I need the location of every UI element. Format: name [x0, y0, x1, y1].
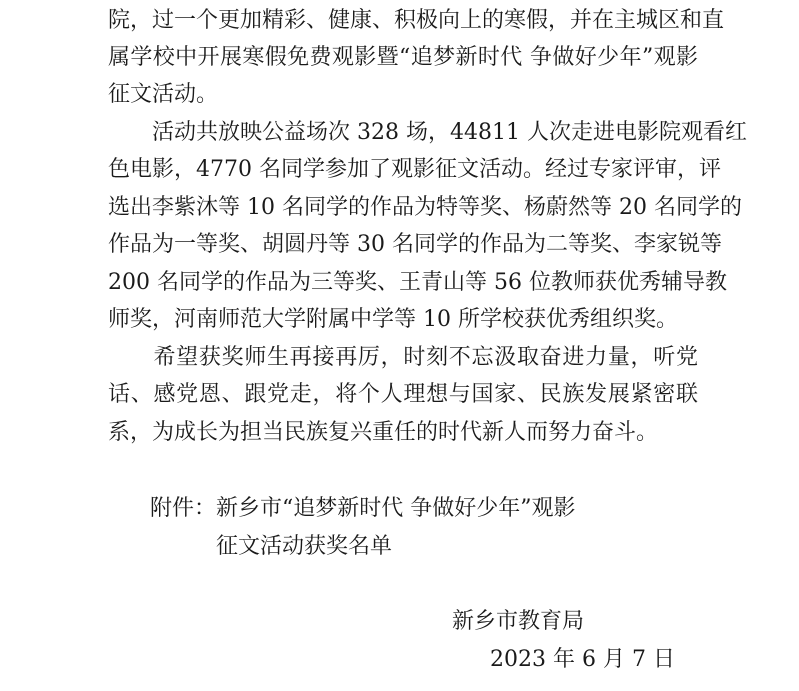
body-line: 院，过一个更加精彩、健康、积极向上的寒假，并在主城区和直 [108, 8, 725, 33]
body-line: 属学校中开展寒假免费观影暨“追梦新时代 争做好少年”观影 [108, 45, 698, 70]
attachment-line-2: 征文活动获奖名单 [216, 534, 393, 559]
body-line: 色电影，4770 名同学参加了观影征文活动。经过专家评审，评 [108, 157, 721, 182]
signature-org: 新乡市教育局 [452, 609, 585, 634]
body-line: 选出李紫沐等 10 名同学的作品为特等奖、杨蔚然等 20 名同学的 [108, 195, 742, 220]
body-line: 话、感党恩、跟党走，将个人理想与国家、民族发展紧密联 [108, 382, 698, 407]
body-line: 作品为一等奖、胡圆丹等 30 名同学的作品为二等奖、李家锐等 [108, 232, 722, 257]
body-line: 征文活动。 [108, 82, 219, 107]
body-line: 200 名同学的作品为三等奖、王青山等 56 位教师获优秀辅导教 [108, 270, 727, 295]
body-line: 希望获奖师生再接再厉，时刻不忘汲取奋进力量，听党 [108, 345, 698, 370]
body-line: 师奖，河南师范大学附属中学等 10 所学校获优秀组织奖。 [108, 307, 678, 332]
body-line: 系，为成长为担当民族复兴重任的时代新人而努力奋斗。 [108, 420, 659, 445]
body-line: 活动共放映公益场次 328 场，44811 人次走进电影院观看红 [108, 120, 747, 145]
signature-date: 2023 年 6 月 7 日 [490, 647, 675, 672]
attachment-line-1: 附件：新乡市“追梦新时代 争做好少年”观影 [150, 496, 576, 521]
